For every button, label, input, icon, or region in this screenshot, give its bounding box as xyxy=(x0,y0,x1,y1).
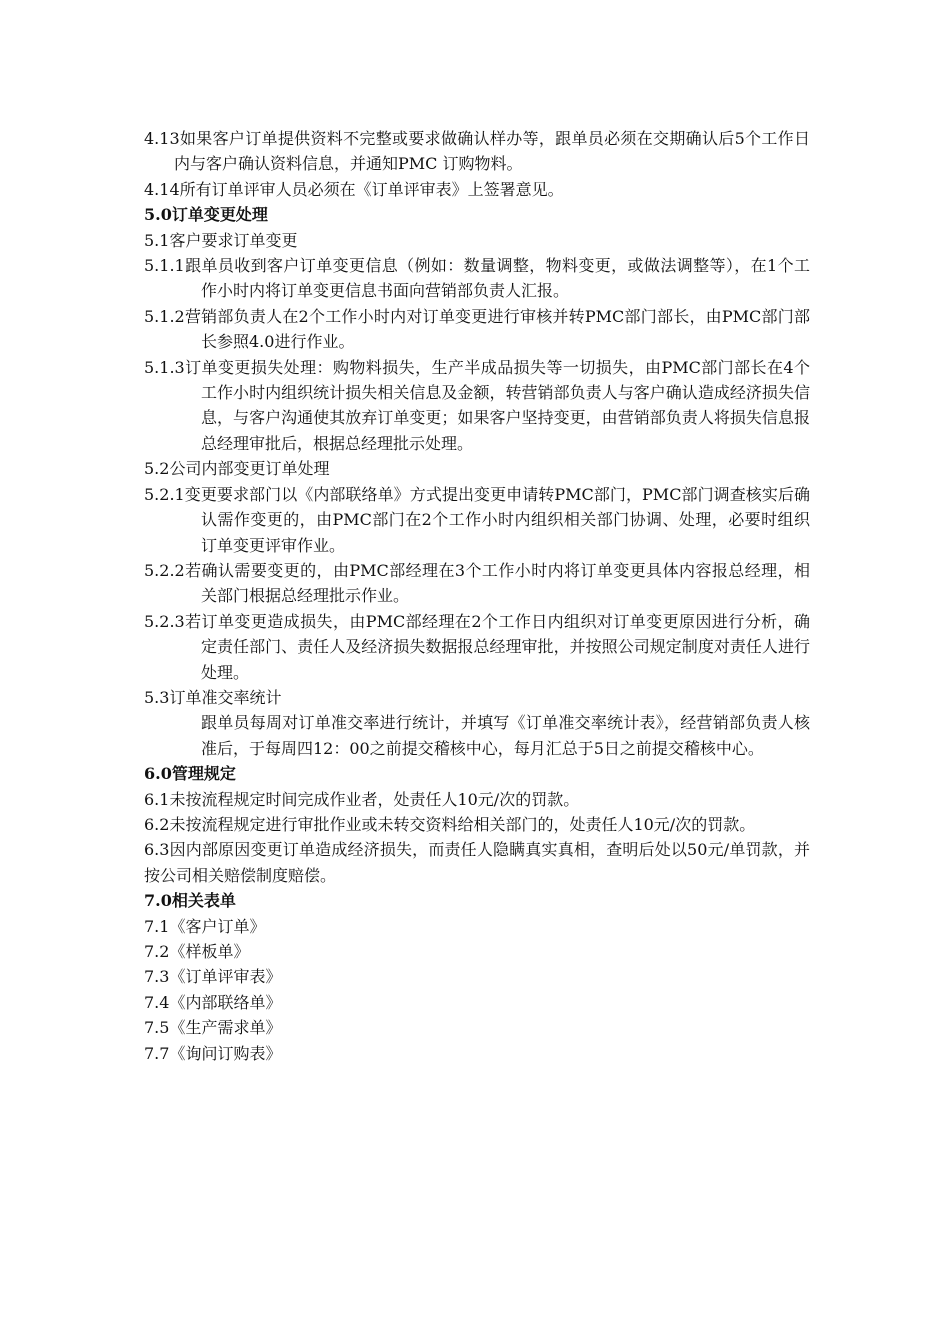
paragraph-5-2-3: 5.2.3若订单变更造成损失，由PMC部经理在2个工作日内组织对订单变更原因进行分析，确定责任部门、责任人及经济损失数据报总经理审批，并按照公司规定制度对责任人进行处理。 xyxy=(144,611,810,682)
paragraph-6-2: 6.2未按流程规定进行审批作业或未转交资料给相关部门的，处责任人10元/次的罚款。 xyxy=(144,814,756,834)
document-page xyxy=(144,126,810,1066)
paragraph-5-1-3: 5.1.3订单变更损失处理：购物料损失，生产半成品损失等一切损失，由PMC部门部长在4个工作小时内组织统计损失相关信息及金额，转营销部负责人与客户确认造成经济损失信息，与客户沟通使其放弃订单变更；如果客户坚持变更，由营销部负责人将损失信息报总经理审批后，根据总经理批示处理。 xyxy=(144,357,810,453)
paragraph-6-1: 6.1未按流程规定时间完成作业者，处责任人10元/次的罚款。 xyxy=(144,789,580,809)
paragraph-5-2: 5.2公司内部变更订单处理 xyxy=(144,459,330,479)
heading-7-0: 7.0相关表单 xyxy=(144,891,236,911)
heading-6-0: 6.0管理规定 xyxy=(144,764,236,784)
form-item-7-4: 7.4《内部联络单》 xyxy=(144,992,282,1012)
paragraph-4-13: 4.13如果客户订单提供资料不完整或要求做确认样办等，跟单员必须在交期确认后5个工作日内与客户确认资料信息，并通知PMC 订购物料。 xyxy=(144,129,810,174)
form-item-7-1: 7.1《客户订单》 xyxy=(144,916,266,936)
form-item-7-2: 7.2《样板单》 xyxy=(144,942,250,961)
heading-5-0: 5.0订单变更处理 xyxy=(144,205,268,225)
paragraph-5-1-2: 5.1.2营销部负责人在2个工作小时内对订单变更进行审核并转PMC部门部长，由PMC部门部长参照4.0进行作业。 xyxy=(144,306,810,352)
paragraph-5-2-2: 5.2.2若确认需要变更的，由PMC部经理在3个工作小时内将订单变更具体内容报总经理，相关部门根据总经理批示作业。 xyxy=(144,560,810,606)
paragraph-5-3: 5.3订单准交率统计 xyxy=(144,687,282,707)
paragraph-6-3: 6.3因内部原因变更订单造成经济损失，而责任人隐瞒真实真相，查明后处以50元/单罚款，并按公司相关赔偿制度赔偿。 xyxy=(144,840,810,885)
paragraph-5-3-body: 跟单员每周对订单准交率进行统计，并填写《订单准交率统计表》，经营销部负责人核准后，于每周四12：00之前提交稽核中心，每月汇总于5日之前提交稽核中心。 xyxy=(201,713,810,758)
paragraph-5-1-1: 5.1.1跟单员收到客户订单变更信息（例如：数量调整，物料变更，或做法调整等），在1个工作小时内将订单变更信息书面向营销部负责人汇报。 xyxy=(144,256,810,301)
form-item-7-7: 7.7《询问订购表》 xyxy=(144,1043,282,1063)
form-item-7-5: 7.5《生产需求单》 xyxy=(144,1018,282,1038)
paragraph-4-14: 4.14所有订单评审人员必须在《订单评审表》上签署意见。 xyxy=(144,179,564,199)
paragraph-5-1: 5.1客户要求订单变更 xyxy=(144,230,298,250)
form-item-7-3: 7.3《订单评审表》 xyxy=(144,967,282,987)
paragraph-5-2-1: 5.2.1变更要求部门以《内部联络单》方式提出变更申请转PMC部门，PMC部门调查核实后确认需作变更的，由PMC部门在2个工作小时内组织相关部门协调、处理，必要时组织订单变更评审作业。 xyxy=(144,484,810,555)
